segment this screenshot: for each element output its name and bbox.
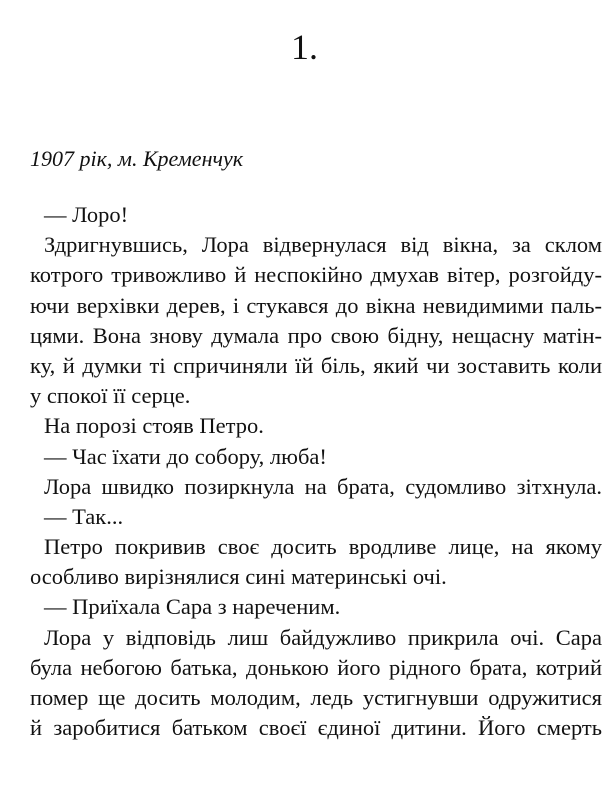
text-line: Здригнувшись, Лора відвернулася від вікна, за склом <box>44 232 602 258</box>
text-line: цями. Вона знову думала про свою бідну, нещасну матін- <box>30 322 602 348</box>
text-line: Петро покривив своє досить вродливе лице, на якому <box>44 534 602 560</box>
text-line: ку, й думки ті спричиняли їй біль, який чи зоставить коли <box>30 352 602 378</box>
text-line: — Час їхати до собору, люба! <box>44 443 327 469</box>
text-line: — Лоро! <box>44 202 129 227</box>
text-line: Лора у відповідь лиш байдужливо прикрила очі. Сара <box>44 624 602 650</box>
text-line: ючи верхівки дерев, і стукався до вікна невидимими паль- <box>30 292 602 318</box>
text-line: — Приїхала Сара з нареченим. <box>44 594 341 620</box>
text-line: — Так... <box>44 503 124 529</box>
text-line: була небогою батька, донькою його рідного брата, котрий <box>30 654 602 680</box>
text-line: помер ще досить молодим, ледь устигнувши одружитися <box>30 685 602 710</box>
text-line: у спокої її серце. <box>30 383 191 409</box>
body-text <box>30 200 602 743</box>
text-line: Лора швидко позиркнула на брата, судомливо зітхнула. <box>44 473 602 499</box>
chapter-setting: 1907 рік, м. Кременчук <box>30 146 244 171</box>
text-line: На порозі стояв Петро. <box>44 413 264 439</box>
text-line: й заробитися батьком своєї єдиної дитини. Його смерть <box>30 715 602 741</box>
chapter-number: 1. <box>291 27 318 67</box>
text-line: котрого тривожливо й неспокійно дмухав вітер, розгойду- <box>30 262 602 288</box>
text-line: особливо вирізнялися сині материнські очі. <box>30 564 447 590</box>
